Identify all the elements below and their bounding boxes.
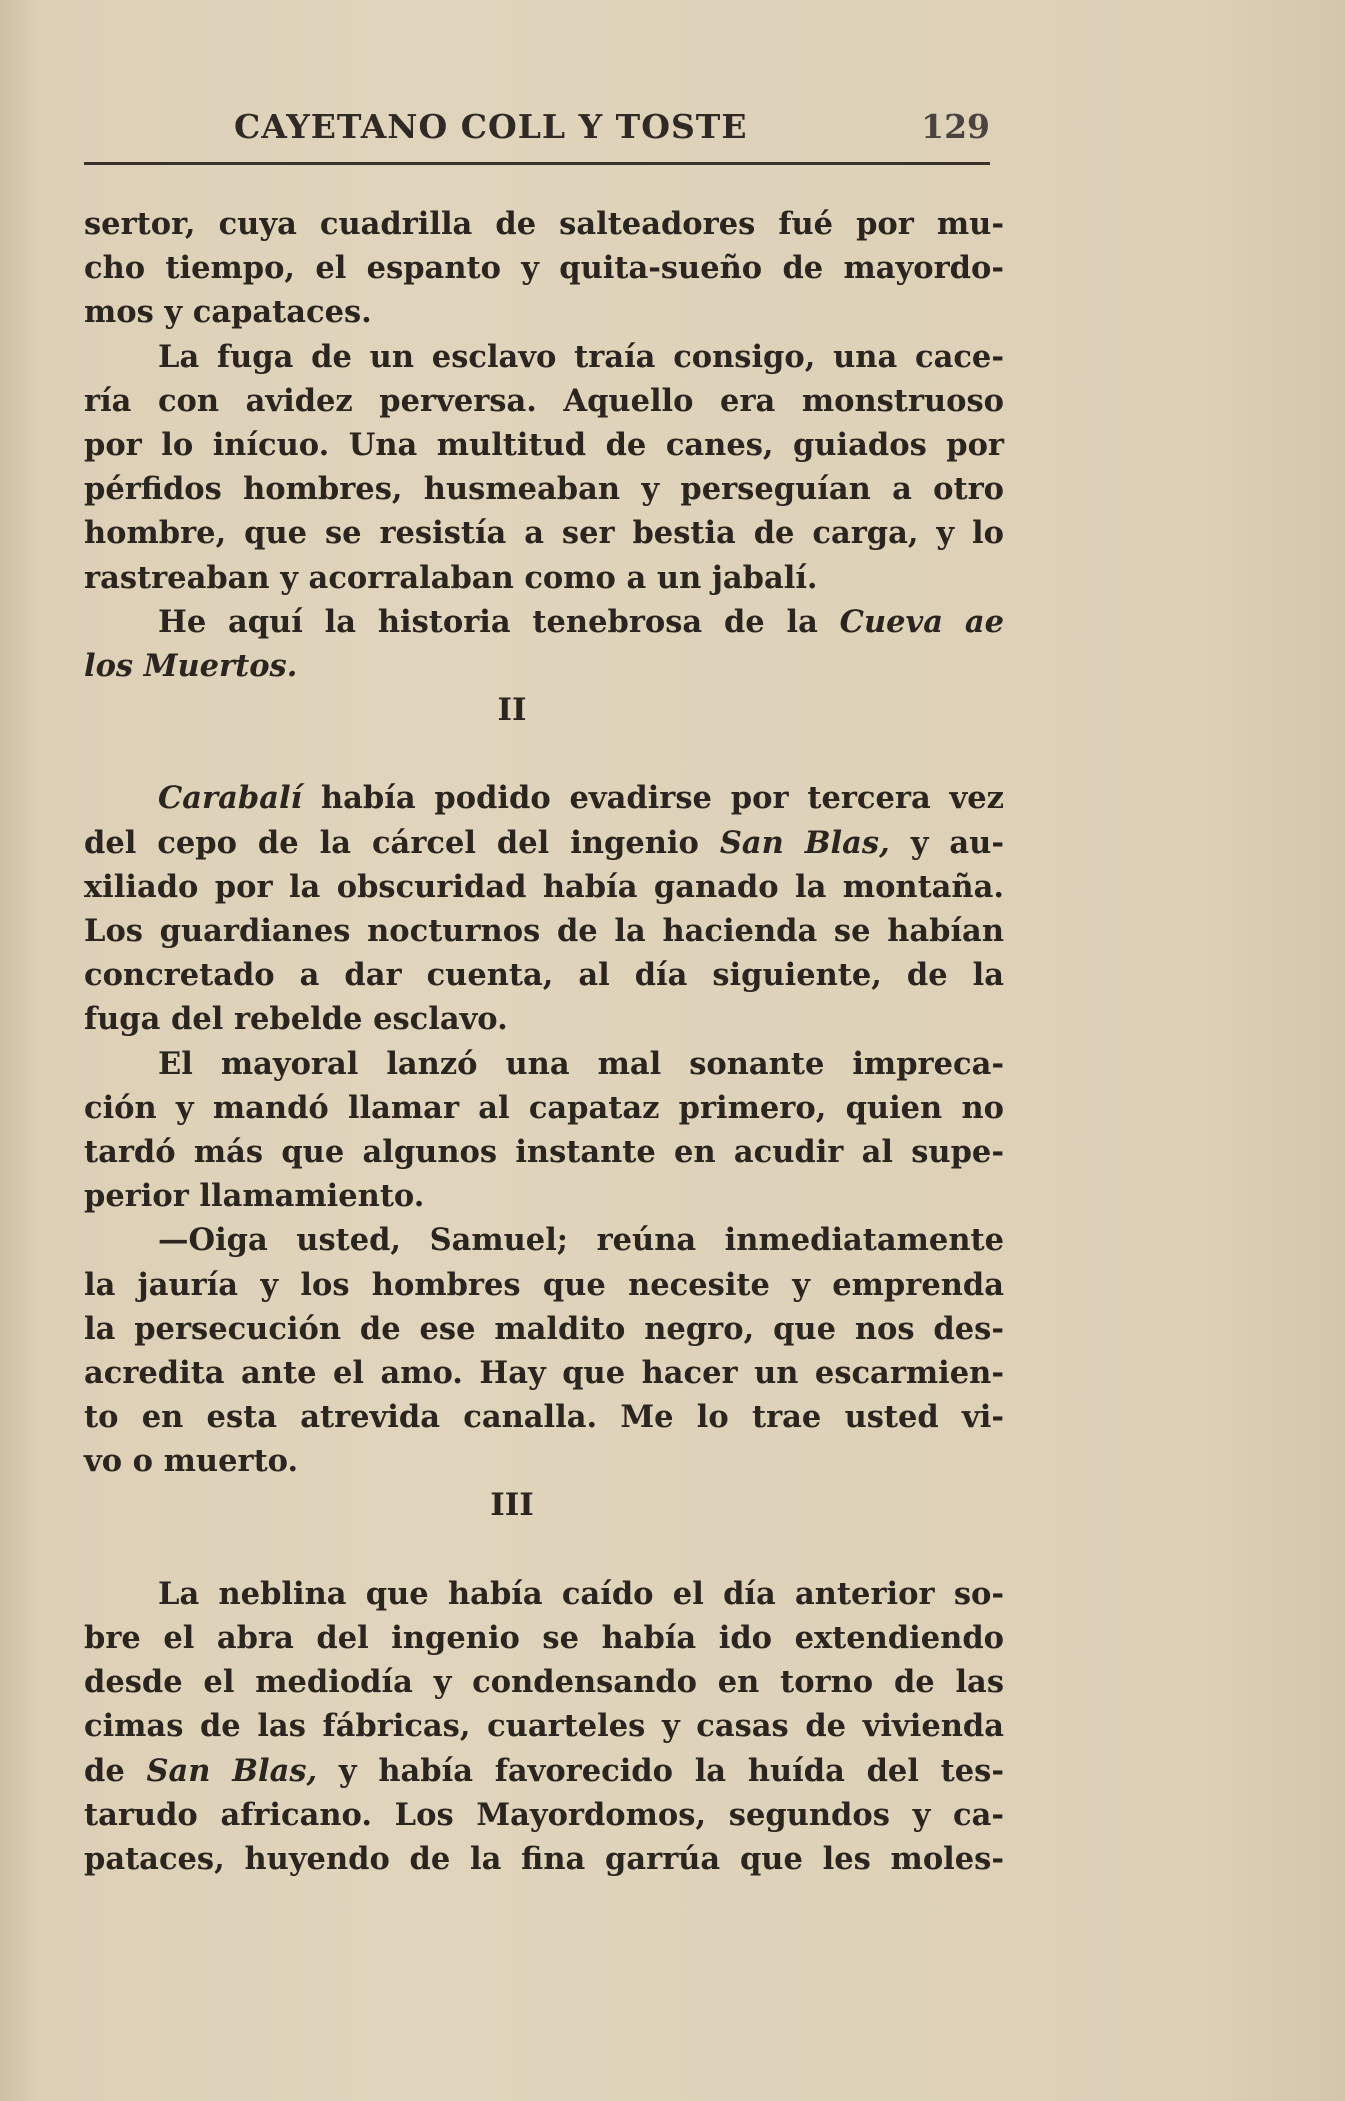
text-line: desde el mediodía y condensando en torno de las [84, 1664, 1004, 1701]
section-heading-ii: II [497, 692, 527, 729]
section-gap [84, 1528, 1004, 1572]
text-line: perior llamamiento. [84, 1178, 425, 1215]
text-run: había podido evadirse por tercera vez [302, 780, 1004, 817]
text-line: xiliado por la obscuridad había ganado la montaña. [84, 868, 1004, 905]
text-line: la jauría y los hombres que necesite y emprenda [84, 1266, 1004, 1303]
text-line: tardó más que algunos instante en acudir al supe- [84, 1133, 1004, 1170]
text-line: rastreaban y acorralaban como a un jabalí. [84, 559, 818, 596]
text-line: la persecución de ese maldito negro, que nos des- [84, 1310, 1004, 1347]
italic-name: Carabalí [158, 780, 303, 817]
text-run: de [84, 1752, 147, 1789]
text-line: La fuga de un esclavo traía consigo, una cace- [158, 338, 1004, 375]
italic-name: San Blas, [719, 824, 890, 861]
text-run: del cepo de la cárcel del ingenio [84, 824, 720, 861]
section-gap [84, 732, 1004, 776]
text-line: pataces, huyendo de la fina garrúa que les moles- [84, 1840, 1004, 1877]
header-rule [84, 162, 990, 165]
page-number: 129 [921, 107, 990, 146]
text-line [84, 821, 1004, 865]
running-head [84, 103, 990, 153]
text-line: fuga del rebelde esclavo. [84, 1001, 508, 1038]
text-line: sertor, cuya cuadrilla de salteadores fué por mu- [84, 206, 1004, 242]
text-line: los Muertos. [84, 647, 298, 684]
text-run: y au- [889, 824, 1004, 861]
text-line: mos y capataces. [84, 294, 372, 331]
body-text [84, 202, 1004, 1881]
italic-title: Cueva ae [839, 603, 1004, 640]
text-line: Los guardianes nocturnos de la hacienda se habían [84, 913, 1004, 949]
text-line: tarudo africano. Los Mayordomos, segundos y ca- [84, 1796, 1004, 1833]
text-run: He aquí la historia tenebrosa de la [158, 603, 840, 640]
text-line: El mayoral lanzó una mal sonante impreca- [158, 1045, 1004, 1082]
text-line [84, 776, 1004, 820]
text-line: acredita ante el amo. Hay que hacer un escarmien- [84, 1354, 1004, 1391]
text-line: hombre, que se resistía a ser bestia de carga, y lo [84, 515, 1004, 552]
text-line: vo o muerto. [84, 1443, 299, 1480]
text-line: cimas de las fábricas, cuarteles y casas de vivienda [84, 1708, 1004, 1745]
text-line: ción y mandó llamar al capataz primero, quien no [84, 1089, 1004, 1126]
text-line: concretado a dar cuenta, al día siguiente, de la [84, 957, 1004, 994]
text-run: y había favorecido la huída del tes- [317, 1752, 1004, 1789]
section-heading-iii: III [490, 1487, 534, 1524]
text-line [84, 1749, 1004, 1793]
text-line: pérfidos hombres, husmeaban y perseguían a otro [84, 471, 1004, 508]
italic-name: San Blas, [146, 1752, 318, 1789]
text-line: ría con avidez perversa. Aquello era monstruoso [84, 382, 1004, 419]
text-line: bre el abra del ingenio se había ido extendiendo [84, 1620, 1004, 1656]
text-line: por lo inícuo. Una multitud de canes, guiados por [84, 426, 1004, 463]
text-line [84, 600, 1004, 644]
text-line: to en esta atrevida canalla. Me lo trae usted vi- [84, 1399, 1004, 1436]
text-line: La neblina que había caído el día anterior so- [158, 1575, 1004, 1612]
text-line: cho tiempo, el espanto y quita-sueño de mayordo- [84, 250, 1004, 287]
running-title: CAYETANO COLL Y TOSTE [234, 107, 748, 146]
text-line: —Oiga usted, Samuel; reúna inmediatamente [158, 1222, 1004, 1259]
